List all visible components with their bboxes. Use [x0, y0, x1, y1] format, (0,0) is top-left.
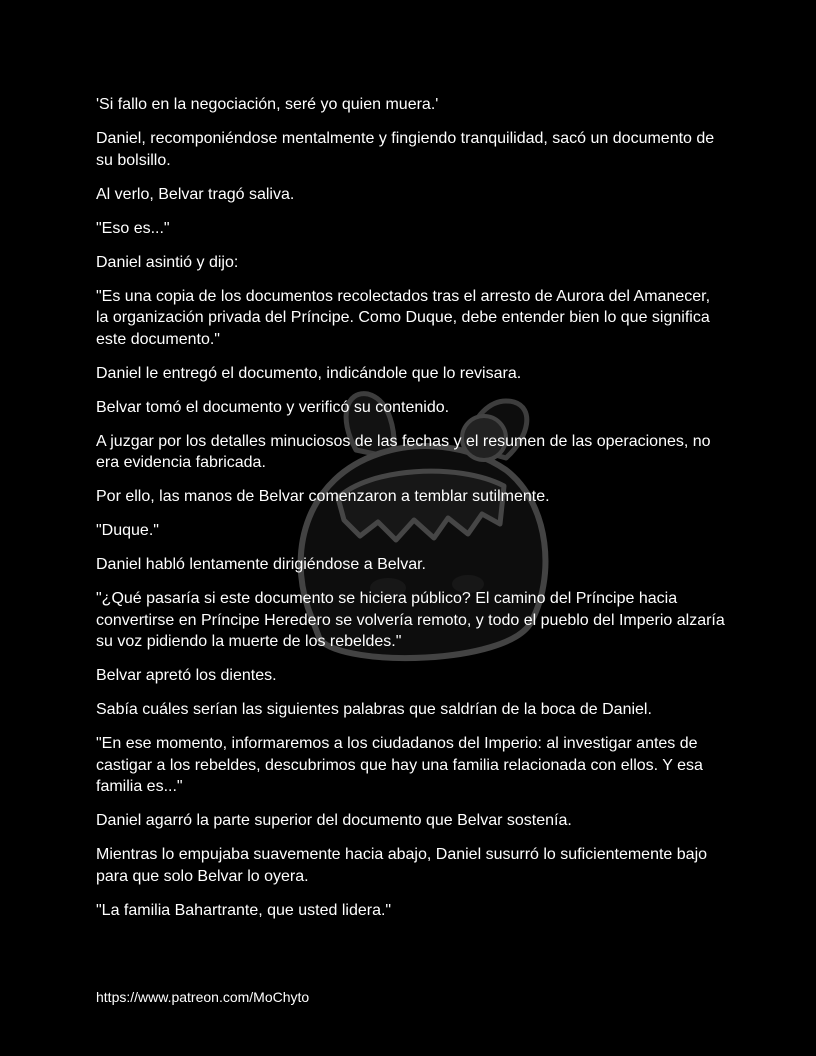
- paragraph: Sabía cuáles serían las siguientes palabras que saldrían de la boca de Daniel.: [96, 701, 652, 718]
- paragraph: "Es una copia de los documentos recolectados tras el arresto de Aurora del Amanecer, la organización privada del Príncipe. Como Duque, debe entender bien lo que significa este documento.": [96, 287, 711, 348]
- paragraph: Daniel, recomponiéndose mentalmente y fingiendo tranquilidad, sacó un documento de su bolsillo.: [96, 130, 715, 169]
- paragraph: Belvar tomó el documento y verificó su contenido.: [96, 398, 450, 416]
- paragraph: "Duque.": [96, 522, 159, 539]
- paragraph: "¿Qué pasaría si este documento se hiciera público? El camino del Príncipe hacia convertirse en Príncipe Heredero se volvería remoto, y todo el pueblo del Imperio alzaría su voz pidiendo la muerte de los rebeldes.": [96, 590, 725, 650]
- paragraph: "Eso es...": [96, 219, 170, 237]
- paragraph: A juzgar por los detalles minuciosos de las fechas y el resumen de las operaciones, no era evidencia fabricada.: [96, 432, 711, 471]
- paragraph: Daniel agarró la parte superior del documento que Belvar sostenía.: [96, 812, 572, 829]
- paragraph: Mientras lo empujaba suavemente hacia abajo, Daniel susurró lo suficientemente bajo para que solo Belvar lo oyera.: [96, 846, 708, 885]
- paragraph: Por ello, las manos de Belvar comenzaron a temblar sutilmente.: [96, 488, 550, 505]
- paragraph: "En ese momento, informaremos a los ciudadanos del Imperio: al investigar antes de castigar a los rebeldes, descubrimos que hay una familia relacionada con ellos. Y esa familia es...": [96, 735, 703, 795]
- paragraph: 'Si fallo en la negociación, seré yo quien muera.': [96, 96, 439, 113]
- paragraph: Daniel habló lentamente dirigiéndose a Belvar.: [96, 556, 426, 573]
- paragraph: Belvar apretó los dientes.: [96, 667, 277, 684]
- paragraph: "La familia Bahartrante, que usted lidera.": [96, 901, 392, 919]
- paragraph: Al verlo, Belvar tragó saliva.: [96, 185, 295, 203]
- paragraph: Daniel asintió y dijo:: [96, 253, 239, 271]
- document-body: [96, 94, 726, 934]
- patreon-link[interactable]: https://www.patreon.com/MoChyto: [96, 989, 310, 1005]
- paragraph: Daniel le entregó el documento, indicándole que lo revisara.: [96, 364, 522, 382]
